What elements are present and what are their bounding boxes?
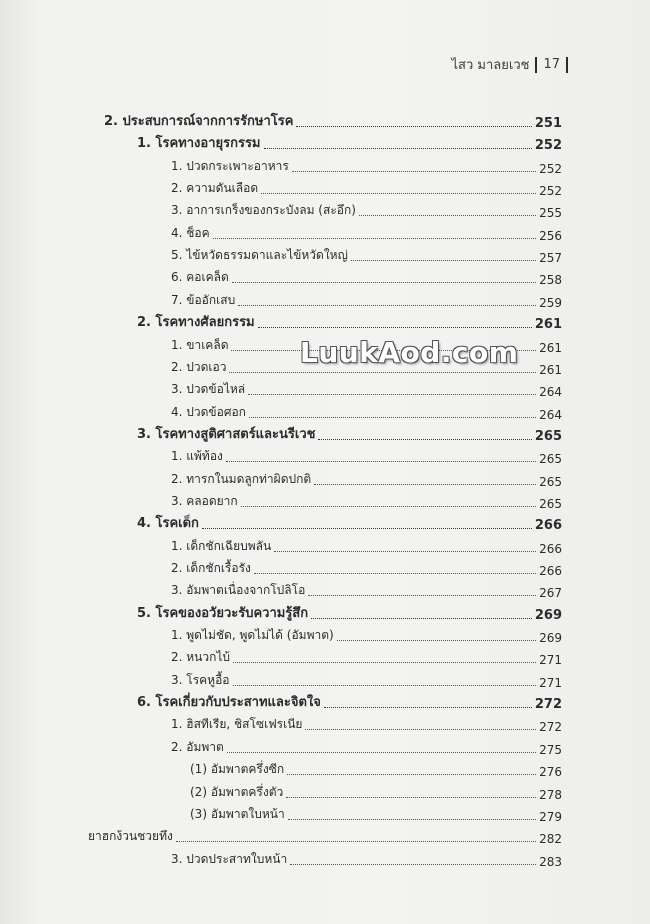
toc-entry [190,802,562,824]
toc-leader-dots [233,661,536,663]
toc-entry-label: 3. ปวดประสาทใบหน้า [171,851,288,866]
toc-entry [137,310,562,332]
toc-leader-dots [311,617,532,619]
toc-leader-dots [286,796,536,798]
toc-entry-page: 265 [534,428,562,444]
toc-entry [171,712,562,734]
toc-entry [190,780,562,802]
toc-entry-page: 266 [539,564,562,578]
toc-entry [171,400,562,422]
toc-entry-page: 272 [534,697,562,713]
toc-entry-page: 269 [539,631,562,646]
toc-entry [171,221,562,243]
toc-entry-page: 267 [539,586,562,601]
toc-leader-dots [288,818,536,820]
toc-entry [171,578,562,600]
toc-entry-page: 278 [539,787,562,802]
toc-entry-page: 261 [539,340,562,355]
toc-leader-dots [264,147,532,149]
toc-entry-page: 265 [539,496,562,511]
toc-entry-page: 266 [539,541,562,556]
toc-entry-label: 1. เด็กชักเฉียบพลัน [171,538,272,553]
toc-entry [137,511,562,533]
toc-entry [171,623,562,645]
toc-leader-dots [324,706,532,708]
running-header [452,54,568,75]
toc-entry-page: 259 [539,295,562,310]
toc-leader-dots [274,550,536,552]
toc-entry [171,377,562,399]
toc-leader-dots [213,237,536,239]
watermark: LuukAod.com [300,336,519,369]
toc-entry-page: 271 [539,675,562,690]
header-page-number: 17 [543,57,560,72]
toc-entry-page: 265 [539,474,562,489]
toc-leader-dots [314,483,536,485]
toc-entry-label: 2. ทารกในมดลูกท่าผิดปกติ [171,471,312,486]
toc-entry [171,154,562,176]
toc-entry-page: 252 [539,161,562,176]
toc-entry [171,288,562,310]
toc-leader-dots [233,684,537,686]
toc-entry [171,556,562,578]
toc-entry-label: 4. ช็อค [171,225,210,240]
toc-entry-page: 265 [539,452,562,467]
toc-entry-page: 276 [539,765,562,780]
toc-entry-page: 271 [539,653,562,668]
toc-leader-dots [287,773,536,775]
toc-leader-dots [226,460,536,462]
toc-entry [137,601,562,623]
toc-entry-label: 3. อาการเกร็งของกระบังลม (สะอึก) [171,203,356,218]
toc-leader-dots [258,326,532,328]
toc-leader-dots [248,393,536,395]
header-divider [535,57,537,73]
toc-entry [171,735,562,757]
toc-entry-label: 2. หนวกไบ้ [171,650,231,665]
toc-entry [190,757,562,779]
toc-entry-page: 257 [539,251,562,266]
toc-entry-label: 6. คอเคล็ด [171,270,229,285]
toc-entry-label: 1. ฮิสทีเรีย, ชิสโซเฟรเนีย [171,717,303,732]
toc-entry-label: 1. โรคทางอายุรกรรม [137,136,261,152]
toc-entry-label: 1. ปวดกระเพาะอาหาร [171,158,289,173]
toc-leader-dots [292,170,536,172]
toc-entry [137,131,562,153]
toc-entry-page: 251 [534,116,562,131]
toc-leader-dots [227,751,536,753]
toc-entry-label: (3) อัมพาตใบหน้า [190,806,285,821]
toc-leader-dots [308,594,536,596]
toc-entry [104,109,562,131]
toc-leader-dots [337,639,536,641]
toc-entry-label: 1. ขาเคล็ด [171,337,229,352]
toc-entry-page: 282 [539,832,562,847]
toc-leader-dots [261,192,536,194]
toc-entry-label: 3. โรคทางสูติศาสตร์และนรีเวช [137,426,316,442]
toc-entry [171,668,562,690]
toc-entry [88,824,562,846]
toc-entry-page: 283 [539,854,562,869]
toc-entry-page: 252 [534,138,562,154]
toc-entry-label: 3. อัมพาตเนื่องจากโปลิโอ [171,583,306,598]
toc-entry-page: 256 [539,228,562,243]
toc-entry-label: 3. คลอดยาก [171,493,238,508]
toc-entry-label: 2. เด็กชักเรื้อรัง [171,561,251,575]
toc-entry-label: 2. ประสบการณ์จากการรักษาโรค [104,114,294,129]
toc-entry-label: 4. โรคเด็ก [137,516,199,532]
toc-entry [171,198,562,220]
toc-entry-page: 272 [539,720,562,735]
toc-entry-label: 3. โรคหูอื้อ [171,672,230,687]
toc-entry-label: 5. โรคของอวัยวะรับความรู้สึก [137,605,309,621]
toc-leader-dots [229,371,536,373]
toc-entry-page: 255 [539,206,562,221]
toc-entry [171,645,562,667]
toc-entry-label: 4. ปวดข้อศอก [171,404,246,419]
toc-entry-label: 2. โรคทางศัลยกรรม [137,315,255,331]
toc-leader-dots [290,863,536,865]
toc-entry-page: 275 [539,742,562,757]
toc-entry-page: 252 [539,184,562,199]
toc-entry-label: 2. อัมพาต [171,739,224,754]
toc-leader-dots [238,304,536,306]
toc-entry-label: ยาฮกง้วนชวยทึง [88,829,173,844]
toc-entry-label: 2. ความดันเลือด [171,181,259,196]
toc-entry-label: 3. ปวดข้อไหล่ [171,382,246,397]
toc-entry [137,422,562,444]
toc-entry-label: (1) อัมพาตครึ่งซีก [190,762,285,777]
toc-entry [171,265,562,287]
toc-entry [171,847,562,869]
toc-entry [171,534,562,556]
toc-leader-dots [318,438,531,440]
toc-leader-dots [241,505,536,507]
toc-entry [171,467,562,489]
toc-leader-dots [254,572,536,574]
toc-entry-page: 264 [539,385,562,400]
toc-leader-dots [232,281,536,283]
toc-leader-dots [359,214,536,216]
toc-entry-page: 279 [539,809,562,824]
toc-entry-page: 266 [534,518,562,534]
toc-entry-label: 6. โรคเกี่ยวกับประสาทและจิตใจ [137,695,321,711]
toc-entry [171,243,562,265]
toc-entry-label: (2) อัมพาตครึ่งตัว [190,784,284,799]
toc-entry-label: 7. ข้ออักเสบ [171,292,236,307]
toc-entry [171,444,562,466]
toc-entry-label: 1. แพ้ท้อง [171,449,223,464]
toc-entry-page: 261 [539,362,562,377]
toc-entry-label: 2. ปวดเอว [171,359,227,374]
toc-entry [137,690,562,712]
toc-entry [171,489,562,511]
toc-leader-dots [305,728,536,730]
toc-leader-dots [202,527,532,529]
toc-entry-page: 258 [539,273,562,288]
toc-entry-label: 5. ไข้หวัดธรรมดาและไข้หวัดใหญ่ [171,248,348,263]
header-divider-right [566,57,568,73]
toc-entry-page: 269 [534,607,562,623]
toc-entry-page: 261 [534,317,562,333]
toc-entry-page: 264 [539,407,562,422]
toc-leader-dots [176,840,536,842]
toc-entry-label: 1. พูดไม่ชัด, พูดไม่ได้ (อัมพาต) [171,628,334,643]
toc-entry [171,176,562,198]
header-author: ไสว มาลยเวช [451,58,530,73]
toc-leader-dots [351,259,536,261]
toc-leader-dots [296,125,531,127]
toc-leader-dots [249,416,536,418]
